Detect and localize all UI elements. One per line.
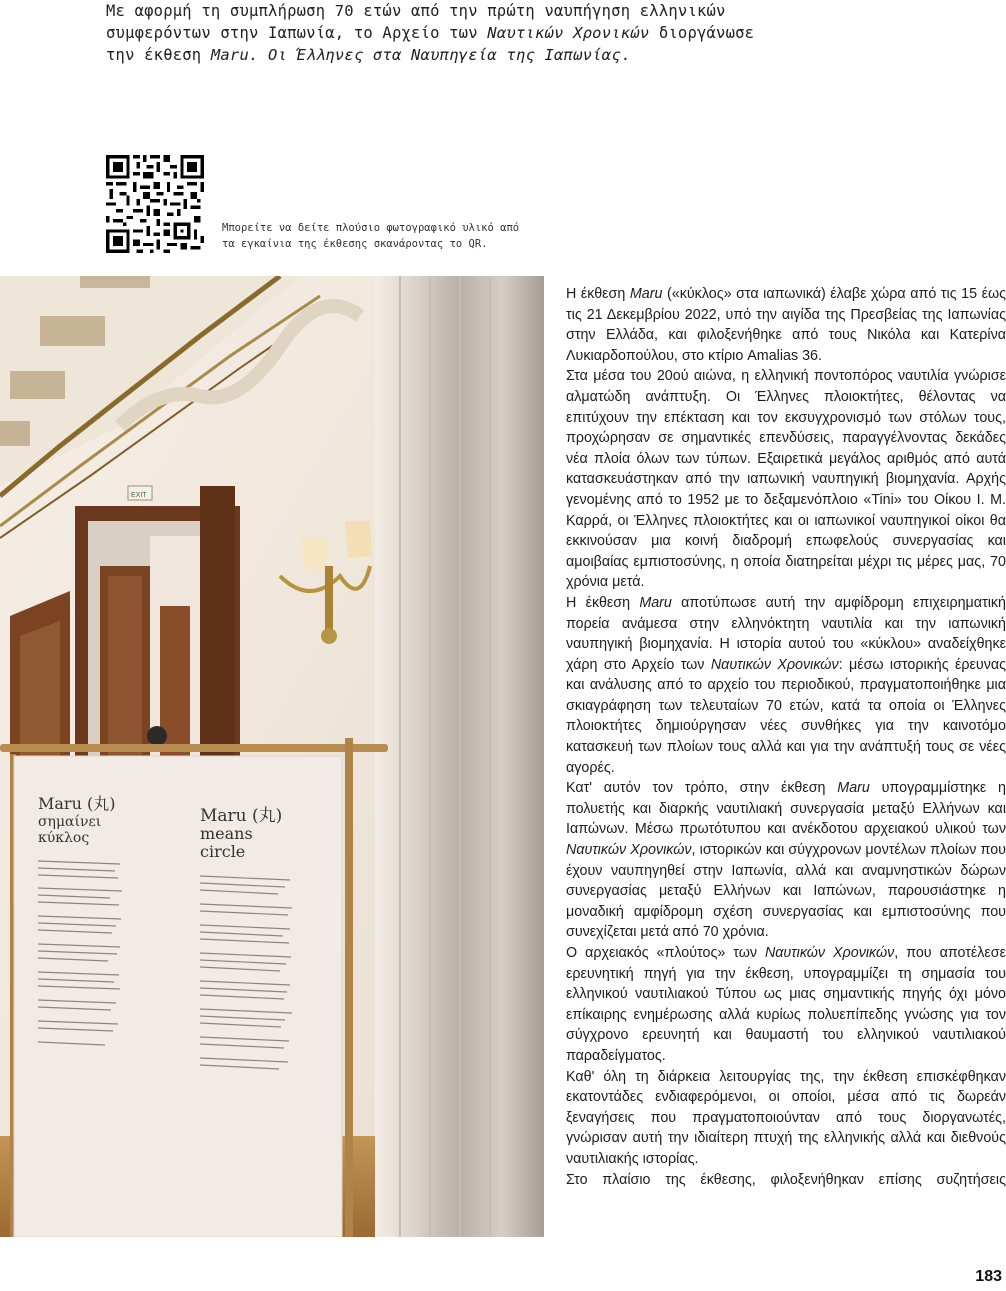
article-paragraph: Η έκθεση Maru αποτύπωσε αυτή την αμφίδρομη επιχειρηματική πορεία ανάμεσα στην ελληνόκτητη ναυτιλία και την ιαπωνική ναυπηγική βιομηχανία. Η ιστορία αυτού του «κύκλου» αναδείχθηκε χάρη στο Αρχείο των Ναυτικών Χρονικών: μέσω ιστορικής έρευνας και ανάλυσης από το αρχείο του περιοδικού, πραγματοποιήθηκε μια σκιαγράφηση των τελευταίων 70 ετών, κατά τα οποία οι Έλληνες πλοιοκτήτες δημιούργησαν νέες συνθήκες για την καινοτόμο κατασκευή των πλοίων τους αλλά και για την ανάπτυξή τους σε νέες αγορές.: [566, 594, 1006, 776]
banner-left-title-2: σημαίνει: [38, 814, 102, 830]
exhibition-photo: [0, 276, 544, 1237]
article-paragraph: Στο πλαίσιο της έκθεσης, φιλοξενήθηκαν επίσης συζητήσεις: [566, 1171, 1006, 1188]
qr-code-icon: [106, 155, 204, 253]
article-paragraph: Η έκθεση Maru («κύκλος» στα ιαπωνικά) έλαβε χώρα από τις 15 έως τις 21 Δεκεμβρίου 2022, υπό την αιγίδα της Πρεσβείας της Ιαπωνίας στην Ελλάδα, και φιλοξενήθηκε από τους Νικόλα και Κατερίνα Λυκιαρδοπούλου, στο κτίριο Amalias 36.: [566, 286, 1006, 364]
intro-line-2: συμφερόντων στην Ιαπωνία, το Αρχείο των Ναυτικών Χρονικών διοργάνωσε: [106, 24, 755, 42]
intro-line-3: την έκθεση Maru. Οι Έλληνες στα Ναυπηγεία της Ιαπωνίας.: [106, 46, 631, 64]
qr-caption-line-1: Μπορείτε να δείτε πλούσιο φωτογραφικό υλικό από: [222, 222, 520, 234]
qr-code[interactable]: [106, 155, 204, 253]
exhibition-photo-illustration: [0, 276, 544, 1237]
qr-caption-line-2: τα εγκαίνια της έκθεσης σκανάροντας το QR.: [222, 238, 488, 250]
banner-left-title-1: Maru (丸): [38, 794, 116, 813]
intro-italic-exhibition-title: Maru. Οι Έλληνες στα Ναυπηγεία της Ιαπωνίας: [210, 46, 621, 64]
article-paragraph: Ο αρχειακός «πλούτος» των Ναυτικών Χρονικών, που αποτέλεσε ερευνητική πηγή για την έκθεση, υπογραμμίζει τη σημασία του ελληνικού ναυτιλιακού Τύπου ως μιας σημαντικής πηγής όχι μόνο επίκαιρης ενημέρωσης αλλά κυρίως πολυεπίπεδης γνώσης για τον σύγχρονο ερευνητή και θαυμαστή του ελληνικού ναυτιλιακού παραδείγματος.: [566, 945, 1006, 1064]
article-paragraph: Στα μέσα του 20ού αιώνα, η ελληνική ποντοπόρος ναυτιλία γνώρισε αλματώδη ανάπτυξη. Οι Έλληνες πλοιοκτήτες, θέλοντας να επιτύχουν την επέκταση και τον εκσυγχρονισμό των στόλων τους, προχώρησαν σε σημαντικές επενδύσεις, παραγγέλνοντας δεκάδες νέα πλοία όλων των τύπων. Εξαιρετικά μεγάλος αριθμός από αυτά κατασκευάστηκαν από την ιαπωνική ναυπηγική βιομηχανία. Αρχής γενομένης από το 1952 με το δεξαμενόπλοιο «Tini» του Οίκου Ι. Μ. Καρρά, οι Έλληνες πλοιοκτήτες και οι ιαπωνικοί ναυπηγικοί οίκοι θα εκκινούσαν μια κοινή διαδρομή επωφελούς συνεργασίας και αμοιβαίας εμπιστοσύνης, η οποία διατηρείται μέχρι τις μέρες μας, 70 χρόνια μετά.: [566, 368, 1006, 591]
intro-italic-nautika: Ναυτικών Χρονικών: [487, 24, 650, 42]
qr-caption: [222, 220, 552, 252]
banner-right-title-2: means: [200, 824, 253, 843]
article-paragraph: Καθ' όλη τη διάρκεια λειτουργίας της, την έκθεση επισκέφθηκαν εκατοντάδες ενδιαφερόμενοι, οι οποίοι, μέσα από τις δωρεάν ξεναγήσεις που πραγματοποιούνταν από τους διοργανωτές, γνώρισαν αυτή την ιδιαίτερη πτυχή της ελληνικής αλλά και διεθνούς ναυτιλιακής ιστορίας.: [566, 1068, 1006, 1167]
intro-line-1: Με αφορμή τη συμπλήρωση 70 ετών από την πρώτη ναυπήγηση ελληνικών: [106, 2, 726, 20]
banner-left-title-3: κύκλος: [38, 830, 90, 846]
intro-text: [106, 0, 826, 66]
banner-right-title-3: circle: [200, 842, 246, 861]
article-paragraph: Κατ' αυτόν τον τρόπο, στην έκθεση Maru υπογραμμίστηκε η πολυετής και διαρκής ναυτιλιακή συνεργασία μεταξύ Ελλήνων και Ιαπώνων. Μέσω πρωτότυπου και ανέκδοτου αρχειακού υλικού των Ναυτικών Χρονικών, ιστορικών και σύγχρονων μοντέλων πλοίων που έχουν ναυπηγηθεί στην Ιαπωνία, αλλά και αναμνηστικών δώρων συνεργασίας μεταξύ Ελλήνων και Ιαπώνων, παρουσιάστηκε η μοναδική αμφίδρομη σχέση συνεργασίας και εμπιστοσύνης που συνεχίζεται μετά από 70 χρόνια.: [566, 780, 1006, 941]
page-number: 183: [975, 1268, 1002, 1285]
banner-right-title-1: Maru (丸): [200, 806, 283, 826]
article-body: [566, 284, 1006, 1190]
exit-sign: EXIT: [131, 492, 147, 499]
